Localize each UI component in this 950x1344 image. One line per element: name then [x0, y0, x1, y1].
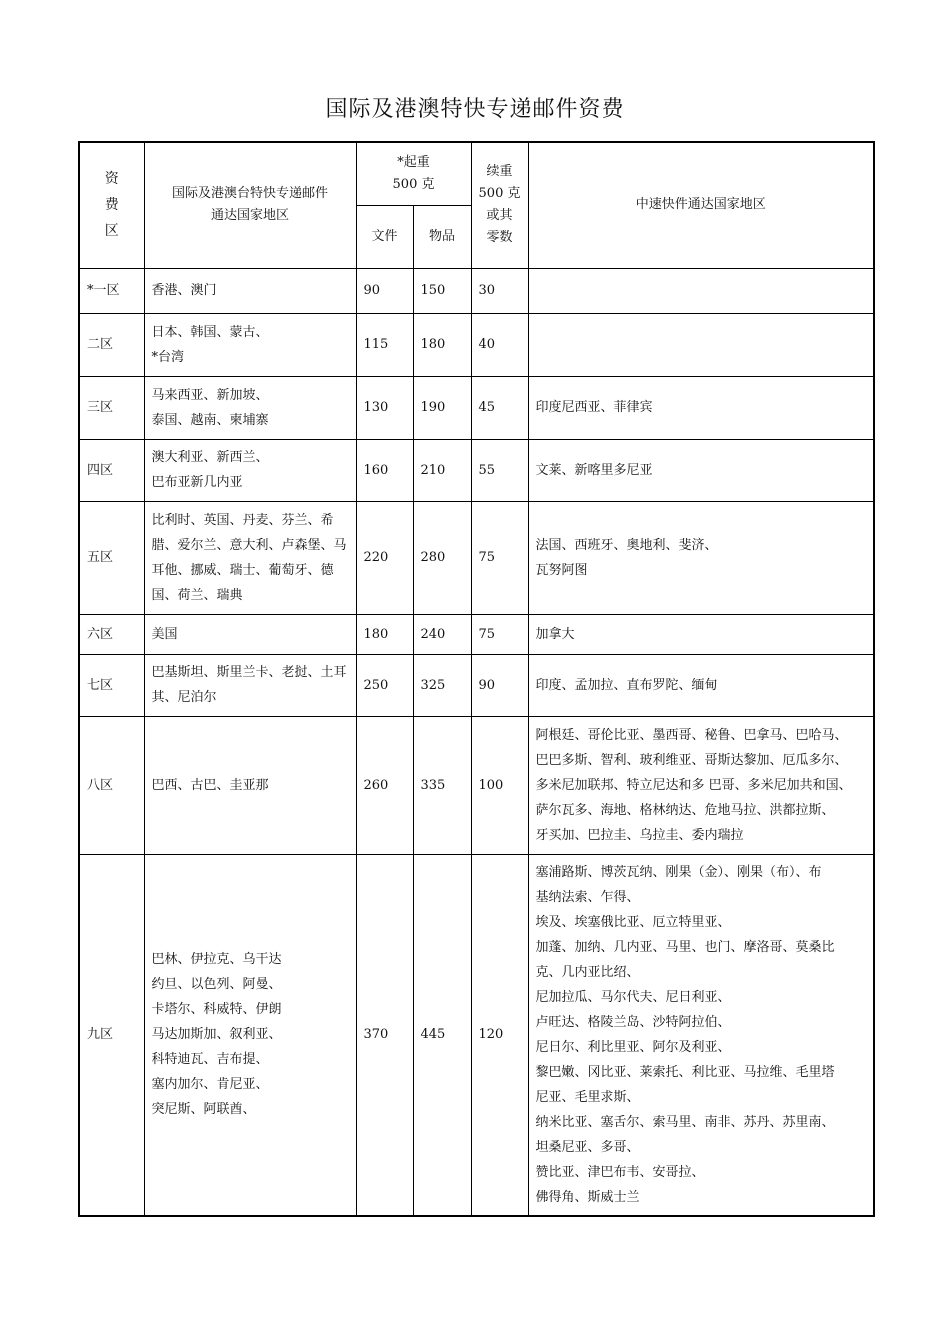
express-regions-cell: 印度、孟加拉、直布罗陀、缅甸 [528, 654, 874, 716]
goods-price-cell: 190 [413, 376, 471, 439]
goods-price-cell: 445 [413, 854, 471, 1216]
zone-cell: 五区 [79, 501, 144, 614]
table-header-row [79, 142, 874, 205]
express-regions-cell [528, 313, 874, 376]
ems-regions-cell: 香港、澳门 [144, 268, 356, 313]
table-row [79, 313, 874, 376]
table-row [79, 854, 874, 1216]
zone-cell: 九区 [79, 854, 144, 1216]
additional-price-cell: 120 [471, 854, 528, 1216]
additional-price-cell: 100 [471, 716, 528, 854]
document-price-cell: 115 [356, 313, 413, 376]
zone-cell: 七区 [79, 654, 144, 716]
goods-price-cell: 280 [413, 501, 471, 614]
table-row [79, 268, 874, 313]
goods-price-cell: 180 [413, 313, 471, 376]
header-ems-regions: 国际及港澳台特快专递邮件 通达国家地区 [144, 142, 356, 268]
table-row [79, 376, 874, 439]
ems-regions-cell: 澳大利亚、新西兰、 巴布亚新几内亚 [144, 439, 356, 501]
document-price-cell: 250 [356, 654, 413, 716]
header-goods: 物品 [413, 205, 471, 268]
additional-price-cell: 90 [471, 654, 528, 716]
express-regions-cell: 阿根廷、哥伦比亚、墨西哥、秘鲁、巴拿马、巴哈马、 巴巴多斯、智利、玻利维亚、哥斯达黎加、厄瓜多尔、 多米尼加联邦、特立尼达和多 巴哥、多米尼加共和国、 萨尔瓦多、海地、格林纳达、危地马拉、洪都拉斯、 牙买加、巴拉圭、乌拉圭、委内瑞拉 [528, 716, 874, 854]
ems-regions-cell: 巴西、古巴、圭亚那 [144, 716, 356, 854]
document-price-cell: 130 [356, 376, 413, 439]
ems-regions-cell: 美国 [144, 614, 356, 654]
express-regions-cell [528, 268, 874, 313]
document-price-cell: 90 [356, 268, 413, 313]
additional-price-cell: 75 [471, 501, 528, 614]
additional-price-cell: 45 [471, 376, 528, 439]
table-row [79, 501, 874, 614]
page-title: 国际及港澳特快专递邮件资费 [325, 97, 625, 122]
zone-cell: 三区 [79, 376, 144, 439]
header-document: 文件 [356, 205, 413, 268]
express-regions-cell: 塞浦路斯、博茨瓦纳、刚果（金）、刚果（布）、布 基纳法索、乍得、 埃及、埃塞俄比亚、厄立特里亚、 加蓬、加纳、几内亚、马里、也门、摩洛哥、莫桑比 克、几内亚比绍、 尼加拉瓜、马尔代夫、尼日利亚、 卢旺达、格陵兰岛、沙特阿拉伯、 尼日尔、利比里亚、阿尔及利亚、 黎巴嫩、冈比亚、莱索托、利比亚、马拉维、毛里塔 尼亚、毛里求斯、 纳米比亚、塞舌尔、索马里、南非、苏丹、苏里南、 坦桑尼亚、多哥、 赞比亚、津巴布韦、安哥拉、 佛得角、斯威士兰 [528, 854, 874, 1216]
goods-price-cell: 325 [413, 654, 471, 716]
additional-price-cell: 55 [471, 439, 528, 501]
ems-regions-cell: 巴基斯坦、斯里兰卡、老挝、土耳其、尼泊尔 [144, 654, 356, 716]
document-price-cell: 370 [356, 854, 413, 1216]
ems-regions-cell: 马来西亚、新加坡、 泰国、越南、柬埔寨 [144, 376, 356, 439]
goods-price-cell: 210 [413, 439, 471, 501]
table-row [79, 614, 874, 654]
zone-cell: 八区 [79, 716, 144, 854]
express-regions-cell: 法国、西班牙、奥地利、斐济、 瓦努阿图 [528, 501, 874, 614]
ems-regions-cell: 巴林、伊拉克、乌干达 约旦、以色列、阿曼、 卡塔尔、科威特、伊朗 马达加斯加、叙利亚、 科特迪瓦、吉布提、 塞内加尔、肯尼亚、 突尼斯、阿联酋、 [144, 854, 356, 1216]
header-additional-weight: 续重 500 克 或其 零数 [471, 142, 528, 268]
table-row [79, 654, 874, 716]
rate-table [78, 141, 875, 1217]
goods-price-cell: 240 [413, 614, 471, 654]
ems-regions-cell: 比利时、英国、丹麦、芬兰、希腊、爱尔兰、意大利、卢森堡、马耳他、挪威、瑞士、葡萄牙、德国、荷兰、瑞典 [144, 501, 356, 614]
header-zone: 资 费 区 [79, 142, 144, 268]
header-express-regions: 中速快件通达国家地区 [528, 142, 874, 268]
goods-price-cell: 335 [413, 716, 471, 854]
goods-price-cell: 150 [413, 268, 471, 313]
additional-price-cell: 75 [471, 614, 528, 654]
additional-price-cell: 30 [471, 268, 528, 313]
table-row [79, 439, 874, 501]
document-price-cell: 180 [356, 614, 413, 654]
table-row [79, 716, 874, 854]
document-price-cell: 220 [356, 501, 413, 614]
zone-cell: 二区 [79, 313, 144, 376]
express-regions-cell: 加拿大 [528, 614, 874, 654]
document-price-cell: 260 [356, 716, 413, 854]
document-price-cell: 160 [356, 439, 413, 501]
express-regions-cell: 印度尼西亚、菲律宾 [528, 376, 874, 439]
ems-regions-cell: 日本、韩国、蒙古、 *台湾 [144, 313, 356, 376]
header-first-weight: *起重 500 克 [356, 142, 471, 205]
zone-cell: 六区 [79, 614, 144, 654]
zone-cell: *一区 [79, 268, 144, 313]
zone-cell: 四区 [79, 439, 144, 501]
additional-price-cell: 40 [471, 313, 528, 376]
express-regions-cell: 文莱、新喀里多尼亚 [528, 439, 874, 501]
